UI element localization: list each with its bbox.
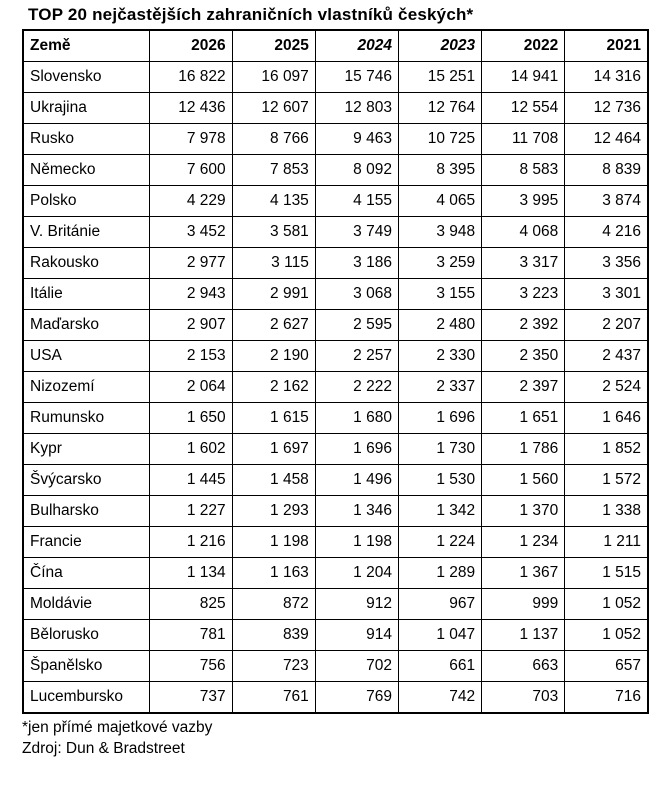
value-cell: 8 766 xyxy=(232,124,315,155)
value-cell: 872 xyxy=(232,589,315,620)
value-cell: 3 581 xyxy=(232,217,315,248)
value-cell: 661 xyxy=(398,651,481,682)
table-row xyxy=(23,496,648,527)
table-row xyxy=(23,682,648,714)
value-cell: 723 xyxy=(232,651,315,682)
country-cell: Francie xyxy=(23,527,149,558)
value-cell: 7 600 xyxy=(149,155,232,186)
value-cell: 2 397 xyxy=(482,372,565,403)
value-cell: 1 047 xyxy=(398,620,481,651)
value-cell: 2 257 xyxy=(315,341,398,372)
value-cell: 12 607 xyxy=(232,93,315,124)
value-cell: 2 330 xyxy=(398,341,481,372)
value-cell: 1 216 xyxy=(149,527,232,558)
value-cell: 16 097 xyxy=(232,62,315,93)
table-row xyxy=(23,620,648,651)
header-country: Země xyxy=(23,30,149,62)
value-cell: 1 572 xyxy=(565,465,648,496)
country-cell: Švýcarsko xyxy=(23,465,149,496)
country-cell: Nizozemí xyxy=(23,372,149,403)
value-cell: 2 627 xyxy=(232,310,315,341)
value-cell: 1 646 xyxy=(565,403,648,434)
value-cell: 3 317 xyxy=(482,248,565,279)
value-cell: 703 xyxy=(482,682,565,714)
table-row xyxy=(23,248,648,279)
value-cell: 10 725 xyxy=(398,124,481,155)
value-cell: 3 115 xyxy=(232,248,315,279)
value-cell: 15 251 xyxy=(398,62,481,93)
value-cell: 2 350 xyxy=(482,341,565,372)
value-cell: 16 822 xyxy=(149,62,232,93)
value-cell: 12 803 xyxy=(315,93,398,124)
table-row xyxy=(23,217,648,248)
value-cell: 3 995 xyxy=(482,186,565,217)
value-cell: 12 436 xyxy=(149,93,232,124)
value-cell: 15 746 xyxy=(315,62,398,93)
value-cell: 781 xyxy=(149,620,232,651)
value-cell: 8 395 xyxy=(398,155,481,186)
value-cell: 1 134 xyxy=(149,558,232,589)
value-cell: 2 207 xyxy=(565,310,648,341)
header-year: 2025 xyxy=(232,30,315,62)
country-cell: Lucembursko xyxy=(23,682,149,714)
value-cell: 1 602 xyxy=(149,434,232,465)
value-cell: 3 301 xyxy=(565,279,648,310)
value-cell: 742 xyxy=(398,682,481,714)
value-cell: 7 978 xyxy=(149,124,232,155)
value-cell: 1 052 xyxy=(565,589,648,620)
value-cell: 1 650 xyxy=(149,403,232,434)
table-body xyxy=(23,62,648,714)
country-cell: Rakousko xyxy=(23,248,149,279)
value-cell: 4 229 xyxy=(149,186,232,217)
value-cell: 7 853 xyxy=(232,155,315,186)
value-cell: 12 736 xyxy=(565,93,648,124)
value-cell: 1 697 xyxy=(232,434,315,465)
value-cell: 3 186 xyxy=(315,248,398,279)
value-cell: 8 839 xyxy=(565,155,648,186)
country-cell: Slovensko xyxy=(23,62,149,93)
table-row xyxy=(23,558,648,589)
value-cell: 1 342 xyxy=(398,496,481,527)
table-row xyxy=(23,372,648,403)
country-cell: Španělsko xyxy=(23,651,149,682)
country-cell: Kypr xyxy=(23,434,149,465)
value-cell: 1 445 xyxy=(149,465,232,496)
value-cell: 967 xyxy=(398,589,481,620)
table-row xyxy=(23,279,648,310)
value-cell: 2 337 xyxy=(398,372,481,403)
value-cell: 1 615 xyxy=(232,403,315,434)
value-cell: 1 137 xyxy=(482,620,565,651)
value-cell: 1 496 xyxy=(315,465,398,496)
header-year: 2021 xyxy=(565,30,648,62)
value-cell: 1 560 xyxy=(482,465,565,496)
value-cell: 1 730 xyxy=(398,434,481,465)
value-cell: 1 696 xyxy=(398,403,481,434)
value-cell: 1 370 xyxy=(482,496,565,527)
value-cell: 3 223 xyxy=(482,279,565,310)
value-cell: 825 xyxy=(149,589,232,620)
value-cell: 8 092 xyxy=(315,155,398,186)
table-row xyxy=(23,310,648,341)
value-cell: 12 464 xyxy=(565,124,648,155)
header-year: 2022 xyxy=(482,30,565,62)
country-cell: Maďarsko xyxy=(23,310,149,341)
value-cell: 1 852 xyxy=(565,434,648,465)
value-cell: 11 708 xyxy=(482,124,565,155)
country-cell: Ukrajina xyxy=(23,93,149,124)
value-cell: 3 259 xyxy=(398,248,481,279)
value-cell: 2 153 xyxy=(149,341,232,372)
value-cell: 2 437 xyxy=(565,341,648,372)
value-cell: 1 198 xyxy=(315,527,398,558)
value-cell: 1 338 xyxy=(565,496,648,527)
value-cell: 702 xyxy=(315,651,398,682)
value-cell: 737 xyxy=(149,682,232,714)
value-cell: 1 515 xyxy=(565,558,648,589)
table-row xyxy=(23,155,648,186)
value-cell: 657 xyxy=(565,651,648,682)
value-cell: 999 xyxy=(482,589,565,620)
value-cell: 1 289 xyxy=(398,558,481,589)
page-title: TOP 20 nejčastějších zahraničních vlastníků českých* xyxy=(28,5,474,24)
country-cell: Německo xyxy=(23,155,149,186)
value-cell: 1 367 xyxy=(482,558,565,589)
value-cell: 1 204 xyxy=(315,558,398,589)
table-row xyxy=(23,403,648,434)
country-cell: Itálie xyxy=(23,279,149,310)
value-cell: 12 764 xyxy=(398,93,481,124)
value-cell: 2 524 xyxy=(565,372,648,403)
value-cell: 1 211 xyxy=(565,527,648,558)
value-cell: 663 xyxy=(482,651,565,682)
value-cell: 4 155 xyxy=(315,186,398,217)
value-cell: 2 943 xyxy=(149,279,232,310)
table-row xyxy=(23,62,648,93)
value-cell: 14 316 xyxy=(565,62,648,93)
value-cell: 1 346 xyxy=(315,496,398,527)
value-cell: 1 227 xyxy=(149,496,232,527)
value-cell: 2 190 xyxy=(232,341,315,372)
country-cell: Polsko xyxy=(23,186,149,217)
value-cell: 14 941 xyxy=(482,62,565,93)
value-cell: 2 907 xyxy=(149,310,232,341)
table-row xyxy=(23,527,648,558)
value-cell: 2 977 xyxy=(149,248,232,279)
country-cell: Rumunsko xyxy=(23,403,149,434)
country-cell: Bulharsko xyxy=(23,496,149,527)
value-cell: 3 948 xyxy=(398,217,481,248)
table-header-row xyxy=(23,30,648,62)
value-cell: 2 392 xyxy=(482,310,565,341)
value-cell: 8 583 xyxy=(482,155,565,186)
country-cell: Čína xyxy=(23,558,149,589)
value-cell: 3 749 xyxy=(315,217,398,248)
value-cell: 1 163 xyxy=(232,558,315,589)
header-year: 2023 xyxy=(398,30,481,62)
value-cell: 1 458 xyxy=(232,465,315,496)
header-year: 2024 xyxy=(315,30,398,62)
country-cell: USA xyxy=(23,341,149,372)
header-year: 2026 xyxy=(149,30,232,62)
value-cell: 1 052 xyxy=(565,620,648,651)
value-cell: 761 xyxy=(232,682,315,714)
table-row xyxy=(23,651,648,682)
value-cell: 4 135 xyxy=(232,186,315,217)
country-cell: Moldávie xyxy=(23,589,149,620)
country-cell: Rusko xyxy=(23,124,149,155)
source-note: Zdroj: Dun & Bradstreet xyxy=(22,740,185,757)
value-cell: 4 216 xyxy=(565,217,648,248)
footnote: *jen přímé majetkové vazby xyxy=(22,719,213,736)
value-cell: 2 595 xyxy=(315,310,398,341)
table-row xyxy=(23,124,648,155)
value-cell: 1 696 xyxy=(315,434,398,465)
table-row xyxy=(23,465,648,496)
table-row xyxy=(23,589,648,620)
value-cell: 3 356 xyxy=(565,248,648,279)
value-cell: 1 234 xyxy=(482,527,565,558)
table-row xyxy=(23,341,648,372)
value-cell: 1 530 xyxy=(398,465,481,496)
value-cell: 716 xyxy=(565,682,648,714)
value-cell: 1 680 xyxy=(315,403,398,434)
value-cell: 2 991 xyxy=(232,279,315,310)
value-cell: 3 452 xyxy=(149,217,232,248)
value-cell: 9 463 xyxy=(315,124,398,155)
table-row xyxy=(23,93,648,124)
value-cell: 3 874 xyxy=(565,186,648,217)
value-cell: 1 198 xyxy=(232,527,315,558)
table-row xyxy=(23,186,648,217)
value-cell: 1 651 xyxy=(482,403,565,434)
value-cell: 1 293 xyxy=(232,496,315,527)
value-cell: 12 554 xyxy=(482,93,565,124)
country-cell: Bělorusko xyxy=(23,620,149,651)
owners-table xyxy=(22,29,649,714)
value-cell: 914 xyxy=(315,620,398,651)
value-cell: 4 065 xyxy=(398,186,481,217)
value-cell: 2 480 xyxy=(398,310,481,341)
value-cell: 1 224 xyxy=(398,527,481,558)
value-cell: 3 068 xyxy=(315,279,398,310)
value-cell: 2 064 xyxy=(149,372,232,403)
value-cell: 1 786 xyxy=(482,434,565,465)
value-cell: 4 068 xyxy=(482,217,565,248)
value-cell: 2 162 xyxy=(232,372,315,403)
value-cell: 756 xyxy=(149,651,232,682)
country-cell: V. Británie xyxy=(23,217,149,248)
value-cell: 839 xyxy=(232,620,315,651)
value-cell: 2 222 xyxy=(315,372,398,403)
value-cell: 3 155 xyxy=(398,279,481,310)
table-row xyxy=(23,434,648,465)
value-cell: 912 xyxy=(315,589,398,620)
value-cell: 769 xyxy=(315,682,398,714)
